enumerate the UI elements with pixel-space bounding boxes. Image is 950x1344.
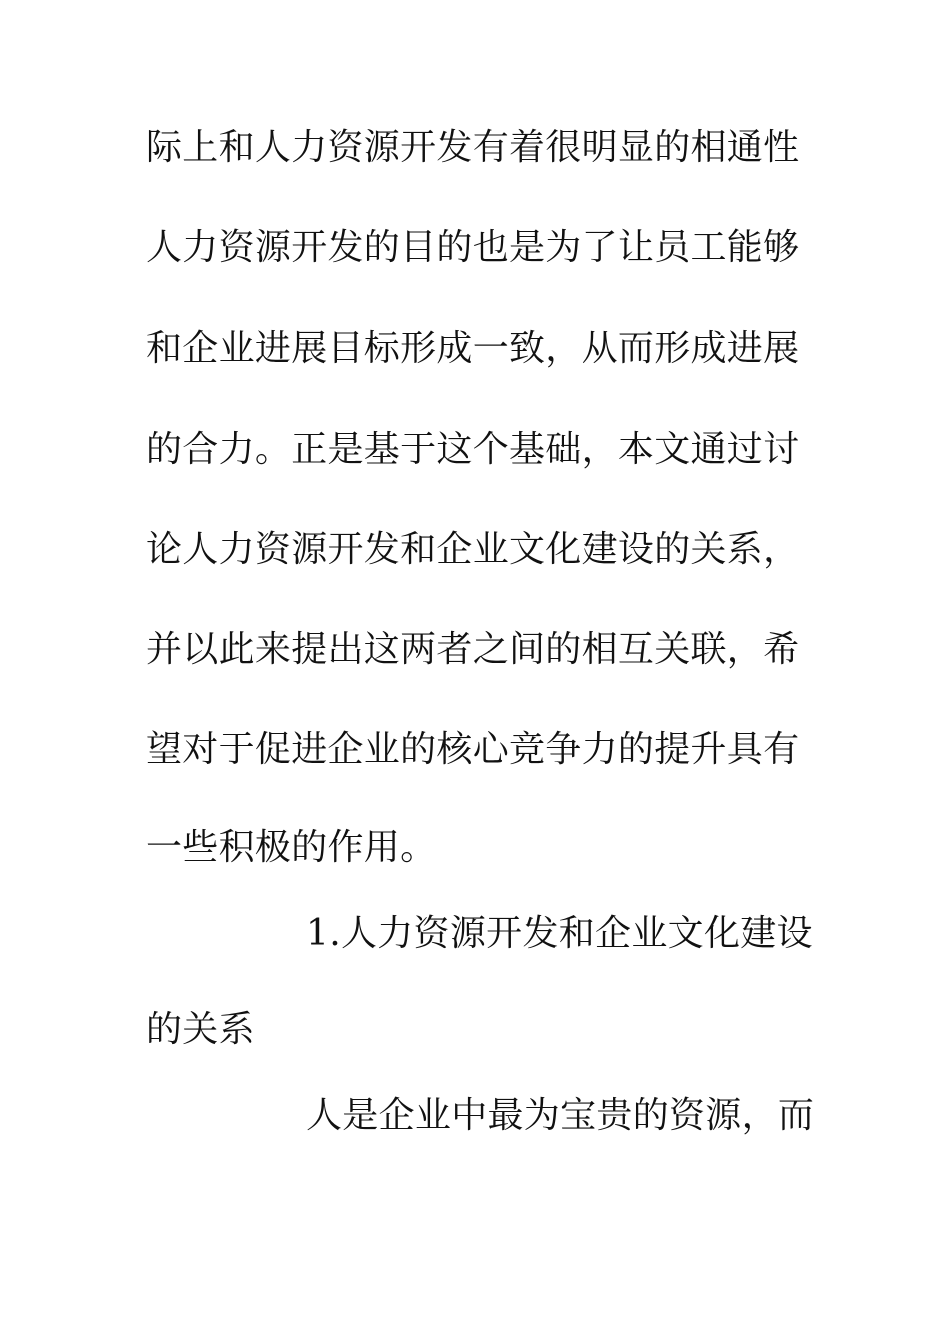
paragraph-line: 望对于促进企业的核心竞争力的提升具有: [146, 729, 800, 770]
paragraph-first-line: 人是企业中最为宝贵的资源，而: [306, 1095, 815, 1136]
paragraph-line: 的合力。正是基于这个基础，本文通过讨: [146, 429, 800, 470]
paragraph-line: 人力资源开发的目的也是为了让员工能够: [146, 227, 800, 268]
section-heading-continued: 的关系: [146, 1009, 255, 1050]
section-heading: 1.人力资源开发和企业文化建设: [306, 913, 813, 954]
paragraph-line: 际上和人力资源开发有着很明显的相通性: [146, 127, 800, 168]
paragraph-line: 论人力资源开发和企业文化建设的关系，: [146, 529, 800, 570]
paragraph-line: 一些积极的作用。: [146, 827, 437, 868]
paragraph-line: 并以此来提出这两者之间的相互关联，希: [146, 629, 800, 670]
paragraph-line: 和企业进展目标形成一致，从而形成进展: [146, 328, 800, 369]
